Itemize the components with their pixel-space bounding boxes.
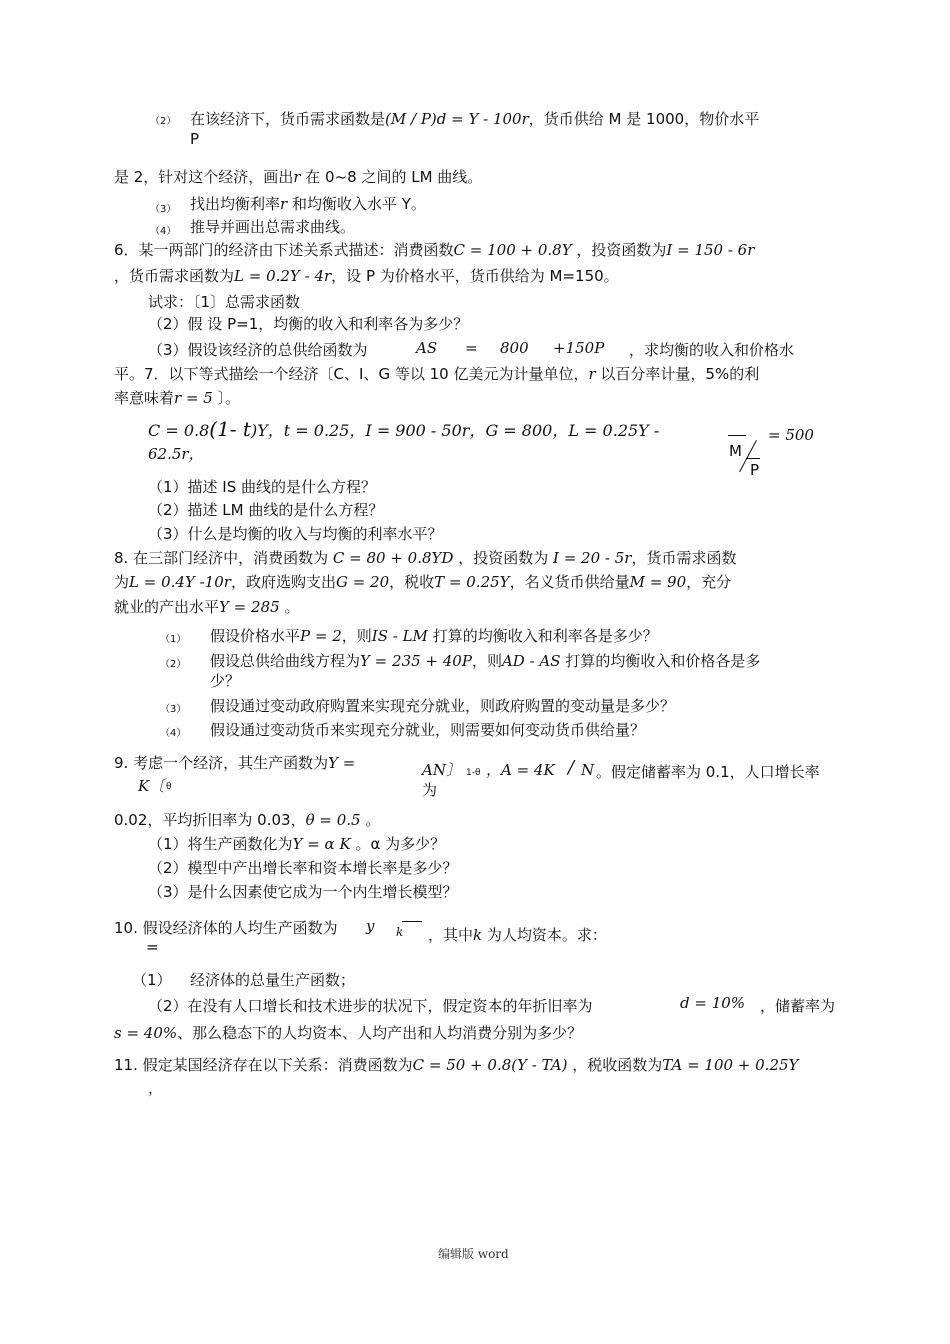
math-a: ，A = 4K <box>486 761 555 779</box>
question-7: 平。7．以下等式描绘一个经济〔C、I、G 等以 10 亿美元为计量单位，r 以百分率计量，5%的利 <box>114 365 760 383</box>
text-line: 在该经济下，货币需求函数是(M / P)d = Y - 100r，货币供给 M 是 1000，物价水平 <box>190 110 760 128</box>
text-line: 推导并画出总需求曲线。 <box>190 218 356 236</box>
item-number: （4） <box>160 728 187 739</box>
math-eq: = <box>465 339 478 357</box>
math-150p: +150P <box>553 339 605 357</box>
text-line: ，储蓄率为 <box>760 997 836 1015</box>
math-exponent: 1-θ <box>466 768 481 778</box>
math-800: 800 <box>500 339 529 357</box>
text-line: （2）在没有人口增长和技术进步的状况下，假定资本的年折旧率为 <box>148 997 593 1015</box>
text-line: P <box>190 130 200 148</box>
text-line: ， <box>148 1079 164 1097</box>
question-8: 8. 在三部门经济中，消费函数为 C = 80 + 0.8YD ，投资函数为 I = 20 - 5r，货币需求函数 <box>114 549 737 567</box>
text-line: （3）什么是均衡的收入与均衡的利率水平？ <box>148 525 443 543</box>
math-theta: θ <box>166 782 172 792</box>
question-6: 6．某一两部门的经济由下述关系式描述：消费函数C = 100 + 0.8Y ，投资函数为I = 150 - 6r <box>114 241 755 259</box>
text-line: （1）将生产函数化为Y = α K 。α 为多少？ <box>148 835 446 853</box>
item-number: （4） <box>150 226 177 237</box>
text-line: （2）假 设 P=1，均衡的收入和利率各为多少？ <box>148 315 469 333</box>
text-line: s = 40%、那么稳态下的人均资本、人均产出和人均消费分别为多少？ <box>114 1024 583 1042</box>
text-line: 经济体的总量生产函数； <box>190 971 356 989</box>
item-number: （3） <box>150 204 177 215</box>
text-line: ，其中k 为人均资本。求： <box>428 926 607 944</box>
fraction-bar <box>728 435 746 436</box>
equation-line: 62.5r， <box>148 445 204 463</box>
fraction-bar <box>746 458 760 459</box>
fraction-value: = 500 <box>768 426 814 444</box>
math-y: y <box>366 917 375 935</box>
math-k-sqrt: k <box>396 925 404 939</box>
math-n: N <box>581 761 595 779</box>
text-line: 少？ <box>210 672 241 690</box>
text-line: （2）模型中产出增长率和资本增长率是多少？ <box>148 859 458 877</box>
equation-line: C = 0.8(1- t)Y，t = 0.25，I = 900 - 50r，G = 800，L = 0.25Y - <box>148 417 660 441</box>
item-number: （1） <box>160 634 187 645</box>
item-number: （2） <box>150 116 177 127</box>
question-11: 11. 假定某国经济存在以下关系：消费函数为C = 50 + 0.8(Y - TA) ，税收函数为TA = 100 + 0.25Y <box>114 1056 799 1074</box>
text-line: （2）描述 LM 曲线的是什么方程？ <box>148 501 384 519</box>
text-line: （1）描述 IS 曲线的是什么方程？ <box>148 478 377 496</box>
text-line: 0.02，平均折旧率为 0.03，θ = 0.5 。 <box>114 811 381 829</box>
text-line: （3）是什么因素使它成为一个内生增长模型？ <box>148 883 458 901</box>
question-10: 10. 假设经济体的人均生产函数为 <box>114 919 338 937</box>
text-line: ，求均衡的收入和价格水 <box>629 341 795 359</box>
fraction-p: P <box>750 461 760 479</box>
text-line: 假设通过变动货币来实现充分就业，则需要如何变动货币供给量？ <box>210 721 646 739</box>
page-footer: 编辑版 word <box>438 1247 509 1261</box>
text-line: 是 2，针对这个经济，画出r 在 0~8 之间的 LM 曲线。 <box>114 168 483 186</box>
math-slash: / <box>568 757 575 778</box>
text-line: 找出均衡利率r 和均衡收入水平 Y。 <box>190 195 426 213</box>
item-number: （2） <box>160 659 187 670</box>
item-number: （1） <box>132 971 172 989</box>
text-line: 就业的产出水平Y = 285 。 <box>114 598 300 616</box>
sqrt-sign <box>402 921 422 922</box>
text-line: ，货币需求函数为L = 0.2Y - 4r，设 P 为价格水平，货币供给为 M=150。 <box>114 267 619 285</box>
text-line: （3）假设该经济的总供给函数为 <box>148 341 368 359</box>
text-line: 为 <box>422 781 438 799</box>
question-9: 9. 考虑一个经济，其生产函数为Y = <box>114 754 356 772</box>
text-line: 为L = 0.4Y -10r，政府选购支出G = 20，税收T = 0.25Y，名义货币供给量M = 90，充分 <box>114 573 732 591</box>
fraction-m: M <box>729 442 742 460</box>
text-line: 试求：〔1〕总需求函数 <box>148 293 301 311</box>
math-as: AS <box>416 339 438 357</box>
math-an: AN〕 <box>422 761 461 779</box>
text-line: 假设通过变动政府购置来实现充分就业，则政府购置的变动量是多少？ <box>210 697 676 715</box>
math-d: d = 10% <box>680 994 746 1012</box>
math-equals: = <box>146 938 159 956</box>
text-line: 假设价格水平P = 2，则IS - LM 打算的均衡收入和利率各是多少？ <box>210 627 658 645</box>
item-number: （3） <box>160 704 187 715</box>
text-line: 率意味着r = 5 〕。 <box>114 389 241 407</box>
text-line: 。假定储蓄率为 0.1，人口增长率 <box>596 763 820 781</box>
text-line: 假设总供给曲线方程为Y = 235 + 40P，则AD - AS 打算的均衡收入和价格各是多 <box>210 652 761 670</box>
math-k: K〔 <box>138 777 165 795</box>
